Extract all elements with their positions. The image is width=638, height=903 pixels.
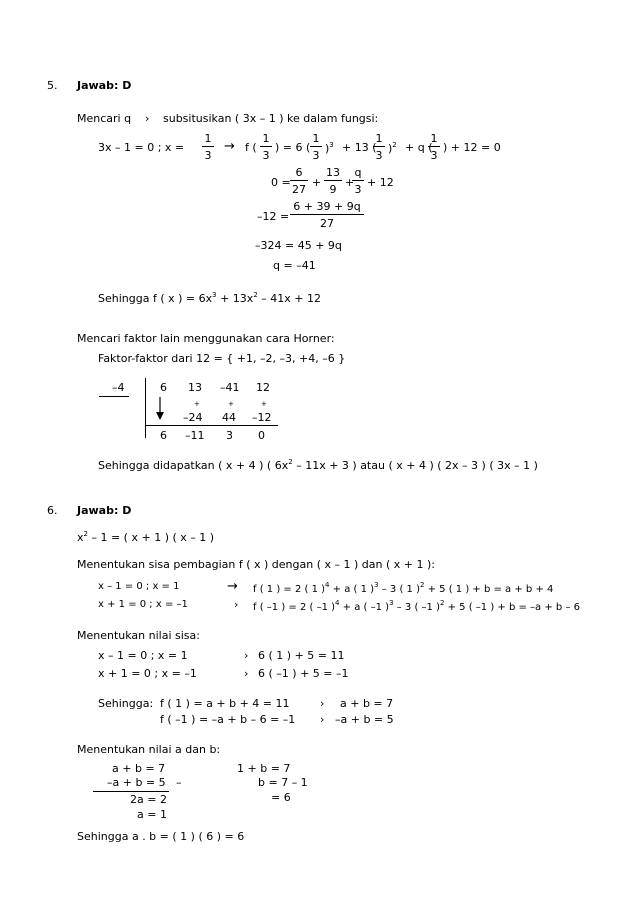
equation-text: 6 ( 1 ) + 5 = 11 (258, 649, 345, 662)
question-number: 6. (47, 504, 58, 517)
equation-text: –324 = 45 + 9q (255, 239, 342, 252)
exponent: 3 (389, 599, 394, 607)
equation-text: + q ( (405, 141, 433, 154)
equation-text: –a + b = 5 (335, 713, 394, 726)
question-number: 5. (47, 79, 58, 92)
arrow-icon: › (234, 598, 239, 611)
expression-part: f ( –1 ) = 2 ( –1 ) (253, 602, 336, 613)
exponent: 2 (439, 599, 445, 607)
arrow-right-icon: → (224, 139, 235, 154)
expression-part: + 5 ( 1 ) + b = a + b + 4 (424, 584, 554, 595)
divider (93, 791, 169, 792)
horner-result: 0 (258, 429, 265, 442)
answer-heading: Jawab: D (77, 504, 132, 517)
arrow-icon: › (244, 667, 249, 680)
equation-text: + (345, 176, 355, 189)
exponent: 3 (374, 581, 379, 589)
plus-mark: + (261, 400, 267, 408)
horner-coef: 13 (188, 381, 202, 394)
exponent: 4 (335, 599, 340, 607)
remainder-expression (253, 600, 580, 613)
arrow-icon: › (320, 713, 325, 726)
plus-mark: + (228, 400, 234, 408)
equation-text: 3x – 1 = 0 ; x = (98, 141, 185, 154)
step-description: subsitusikan ( 3x – 1 ) ke dalam fungsi: (163, 112, 379, 125)
equation-text: –a + b = 5 (107, 776, 166, 789)
equation-text: q = –41 (273, 259, 316, 272)
fraction: $\frac{1}{3}$ (310, 133, 322, 161)
fraction: $\frac{q}{3}$ (352, 167, 364, 195)
arrow-icon: › (320, 697, 325, 710)
fraction: $\frac{6}{27}$ (292, 166, 306, 196)
expression-part: + a ( –1 ) (339, 602, 390, 613)
step-label: Mencari q (77, 112, 132, 125)
horner-coef: –41 (220, 381, 240, 394)
expression-part: f ( 1 ) = 2 ( 1 ) (253, 584, 326, 595)
equation-text: = 6 (271, 791, 291, 804)
equation-text: x – 1 = 0 ; x = 1 (98, 649, 188, 662)
arrow-icon: › (244, 649, 249, 662)
expression-part: + a ( 1 ) (329, 584, 375, 595)
label-text: Sehingga: (98, 697, 154, 710)
expression-part: + 5 ( –1 ) + b = –a + b – 6 (444, 602, 580, 613)
equation-text: 1 + b = 7 (237, 762, 291, 775)
fraction: $\frac{1}{3}$ (202, 133, 214, 161)
equation-text: f ( (245, 141, 257, 154)
fraction: $\frac{1}{3}$ (428, 133, 440, 161)
section-title: Menentukan nilai sisa: (77, 629, 200, 642)
fraction: $\frac{1}{3}$ (373, 133, 385, 161)
horner-mid: 44 (222, 411, 236, 424)
equation-text: x – 1 = 0 ; x = 1 (98, 581, 180, 592)
equation-text: 0 = (271, 176, 291, 189)
equation-text: x + 1 = 0 ; x = –1 (98, 667, 197, 680)
fraction: $\frac{6 + 39 + 9q}{27}$ (290, 201, 364, 229)
final-answer: Sehingga a . b = ( 1 ) ( 6 ) = 6 (77, 830, 245, 843)
equation-text: ) = 6 ( (275, 141, 311, 154)
equation-text: )$^3$ (325, 141, 334, 155)
section-title: Mencari faktor lain menggunakan cara Horner: (77, 332, 335, 345)
equation-text: 6 ( –1 ) + 5 = –1 (258, 667, 349, 680)
divider (145, 425, 278, 426)
horner-result: –11 (185, 429, 205, 442)
equation-text: x + 1 = 0 ; x = –1 (98, 599, 188, 610)
minus-sign: – (176, 776, 182, 789)
equation-text: $x^2 - 1$ = ( x + 1 ) ( x – 1 ) (77, 530, 215, 544)
fraction: $\frac{1}{3}$ (260, 133, 272, 161)
horner-coef: 12 (256, 381, 270, 394)
equation-text: b = 7 – 1 (258, 776, 308, 789)
horner-coef: 6 (160, 381, 167, 394)
section-title: Menentukan nilai a dan b: (77, 743, 221, 756)
equation-text: f ( 1 ) = a + b + 4 = 11 (160, 697, 290, 710)
horner-root: –4 (112, 381, 125, 394)
horner-result: 6 (160, 429, 167, 442)
equation-text: ) + 12 = 0 (443, 141, 501, 154)
horner-mid: –12 (252, 411, 272, 424)
answer-heading: Jawab: D (77, 79, 132, 92)
section-title: Menentukan sisa pembagian f ( x ) dengan ( x – 1 ) dan ( x + 1 ): (77, 558, 435, 571)
conclusion-text: Sehingga didapatkan ( x + 4 ) ( $6x^2 - 11x + 3$ ) atau ( x + 4 ) ( 2x – 3 ) ( 3x – 1 ) (98, 458, 538, 472)
equation-text: )$^2$ (388, 141, 397, 155)
arrow-icon: › (145, 112, 150, 125)
equation-text: + (312, 176, 322, 189)
exponent: 4 (325, 581, 330, 589)
expression-part: – 3 ( 1 ) (378, 584, 420, 595)
remainder-expression (253, 582, 553, 595)
result-text: Sehingga f ( x ) = $6x^3 + 13x^2 - 41x + 12$ (98, 291, 321, 305)
equation-text: f ( –1 ) = –a + b – 6 = –1 (160, 713, 296, 726)
divider (145, 378, 146, 438)
equation-text: 2a = 2 (130, 793, 167, 806)
horner-mid: –24 (183, 411, 203, 424)
exponent: 2 (419, 581, 425, 589)
equation-text: a + b = 7 (340, 697, 394, 710)
down-arrow-icon (155, 397, 165, 421)
equation-text: a = 1 (137, 808, 167, 821)
expression-part: – 3 ( –1 ) (393, 602, 440, 613)
equation-text: a + b = 7 (112, 762, 166, 775)
equation-text: + 13 ( (342, 141, 377, 154)
factors-text: Faktor-faktor dari 12 = { +1, –2, –3, +4, –6 } (98, 352, 346, 365)
divider (99, 396, 129, 397)
plus-mark: + (194, 400, 200, 408)
equation-text: –12 = (257, 210, 290, 223)
horner-result: 3 (226, 429, 233, 442)
arrow-right-icon: → (227, 579, 238, 594)
equation-text: + 12 (367, 176, 394, 189)
fraction: $\frac{13}{9}$ (326, 166, 340, 196)
